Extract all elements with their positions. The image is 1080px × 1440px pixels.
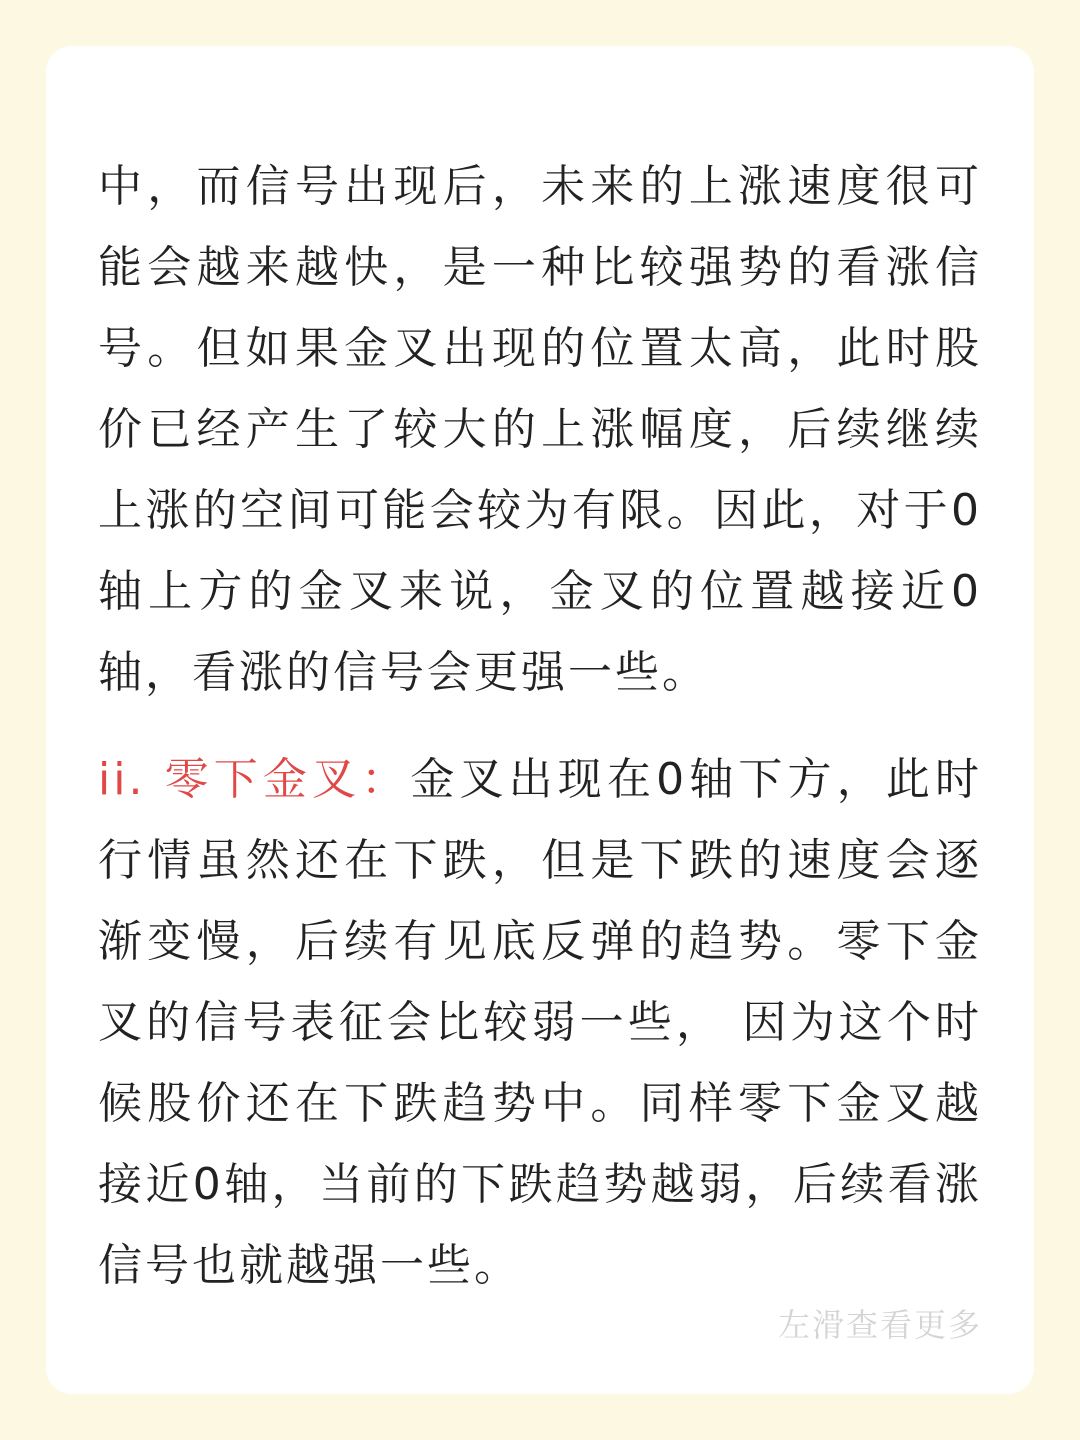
paragraph-zero-above-golden-cross: 中，而信号出现后，未来的上涨速度很可能会越来越快，是一种比较强势的看涨信号。但如果金叉出现的位置太高，此时股价已经产生了较大的上涨幅度，后续继续上涨的空间可能会较为有限。因此，对于0轴上方的金叉来说，金叉的位置越接近0轴，看涨的信号会更强一些。 xyxy=(98,161,982,698)
content-card xyxy=(46,46,1034,1394)
paragraph-body: 金叉出现在0轴下方，此时行情虽然还在下跌，但是下跌的速度会逐渐变慢，后续有见底反弹的趋势。零下金叉的信号表征会比较弱一些， 因为这个时候股价还在下跌趋势中。同样零下金叉越接近0轴，当前的下跌趋势越弱，后续看涨信号也就越强一些。 xyxy=(98,754,983,1291)
paragraph-zero-below-golden-cross xyxy=(98,739,982,1306)
swipe-left-hint: 左滑查看更多 xyxy=(777,1306,982,1344)
section-heading-zero-below-golden-cross: ii. 零下金叉： xyxy=(98,754,411,805)
